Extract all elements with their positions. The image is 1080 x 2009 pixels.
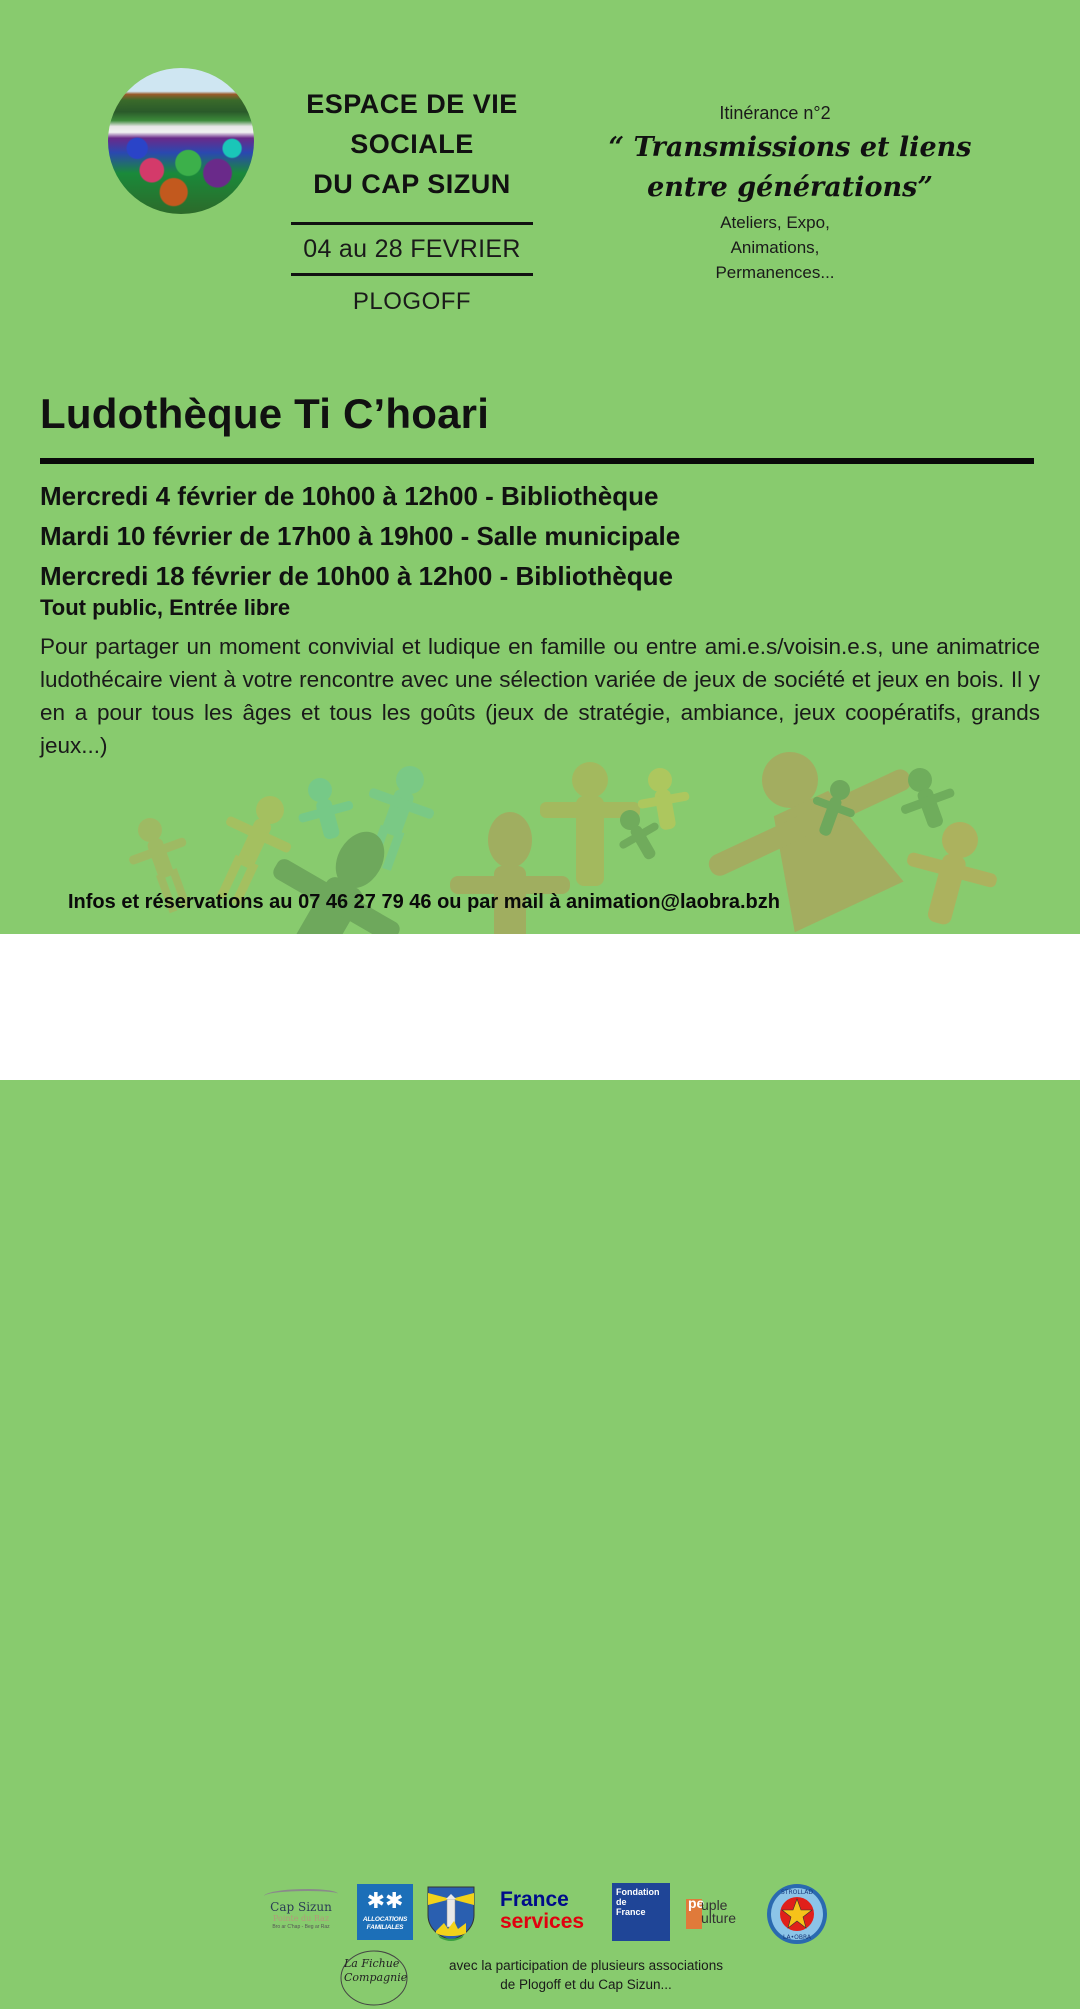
logo-text: Cap Sizun	[270, 1900, 332, 1914]
partner-logos-footer	[0, 934, 1080, 1992]
activities-line-3: Permanences...	[715, 263, 835, 282]
title-line-1: ESPACE DE VIE	[306, 89, 518, 119]
logo-text: FAMILIALES	[366, 1924, 404, 1931]
activities-line-1: Ateliers, Expo,	[720, 213, 830, 232]
logo-text: ALLOCATIONS	[362, 1916, 408, 1923]
session-item: Mardi 10 février de 17h00 à 19h00 - Salle municipale	[40, 521, 681, 551]
session-list	[40, 476, 1040, 596]
session-item: Mercredi 18 février de 10h00 à 12h00 - Bibliothèque	[40, 561, 673, 591]
logo-text: services	[500, 1910, 585, 1933]
logo-text: uple	[701, 1897, 728, 1913]
cap-sizun-logo	[262, 1889, 340, 1941]
participation-line-1: avec la participation de plusieurs associations	[449, 1958, 723, 1973]
logo-text: France	[616, 1907, 646, 1917]
strollad-la-obra-logo	[766, 1883, 828, 1945]
la-fichue-compagnie-logo	[338, 1947, 410, 2009]
itinerance-block	[600, 100, 980, 285]
title-line-2: SOCIALE	[350, 129, 474, 159]
title-line-3: DU CAP SIZUN	[313, 169, 511, 199]
svg-text:LA•OBRA: LA•OBRA	[783, 1934, 811, 1941]
event-description: Pour partager un moment convivial et ludique en famille ou entre ami.e.s/voisin.e.s, une animatrice ludothécaire vient à votre rencontre avec une sélection variée de jeux de société et jeux en bois. Il y en a pour tous les âges et tous les goûts (jeux de stratégie, ambiance, jeux coopératifs, grands jeux...)	[40, 634, 1040, 758]
location: PLOGOFF	[352, 288, 472, 315]
poster	[0, 0, 1080, 934]
contact-info: Infos et réservations au 07 46 27 79 46 ou par mail à animation@laobra.bzh	[68, 891, 780, 913]
audience-info: Tout public, Entrée libre	[40, 595, 291, 620]
logo-text: pe	[688, 1895, 705, 1911]
header-photo	[108, 68, 254, 214]
theme-quote-line-2: entre générations”	[647, 172, 933, 203]
date-range: 04 au 28 FEVRIER	[303, 235, 521, 263]
logo-text: Bro ar C'hap - Beg ar Raz	[272, 1924, 330, 1930]
plogoff-coat-of-arms-icon	[426, 1885, 476, 1941]
fondation-de-france-logo	[612, 1883, 670, 1941]
participation-note	[420, 1956, 752, 1994]
caf-logo	[357, 1884, 413, 1940]
session-item: Mercredi 4 février de 10h00 à 12h00 - Bibliothèque	[40, 481, 659, 511]
people-icon: ✱✱	[366, 1888, 404, 1913]
activities-line-2: Animations,	[730, 238, 820, 257]
divider	[291, 273, 533, 276]
theme-quote-line-1: “ Transmissions et liens	[608, 132, 972, 163]
title-block	[280, 84, 544, 314]
peuple-et-culture-logo	[686, 1896, 754, 1932]
event-title: Ludothèque Ti C’hoari	[40, 390, 490, 437]
event-section	[40, 388, 1040, 762]
title-divider	[40, 458, 1034, 464]
france-services-logo	[500, 1889, 592, 1933]
participation-line-2: de Plogoff et du Cap Sizun...	[500, 1977, 672, 1992]
svg-text:STROLLAD: STROLLAD	[781, 1889, 813, 1896]
logo-text: ulture	[701, 1910, 737, 1926]
logo-text: Compagnie	[344, 1971, 408, 1984]
logo-text: France	[500, 1888, 569, 1911]
logo-text: de	[616, 1897, 627, 1907]
logo-text: Pointe du Raz	[272, 1914, 330, 1923]
itinerance-number: Itinérance n°2	[719, 103, 831, 123]
logo-text: Fondation	[616, 1887, 660, 1897]
logo-text: La Fichue	[344, 1957, 400, 1970]
